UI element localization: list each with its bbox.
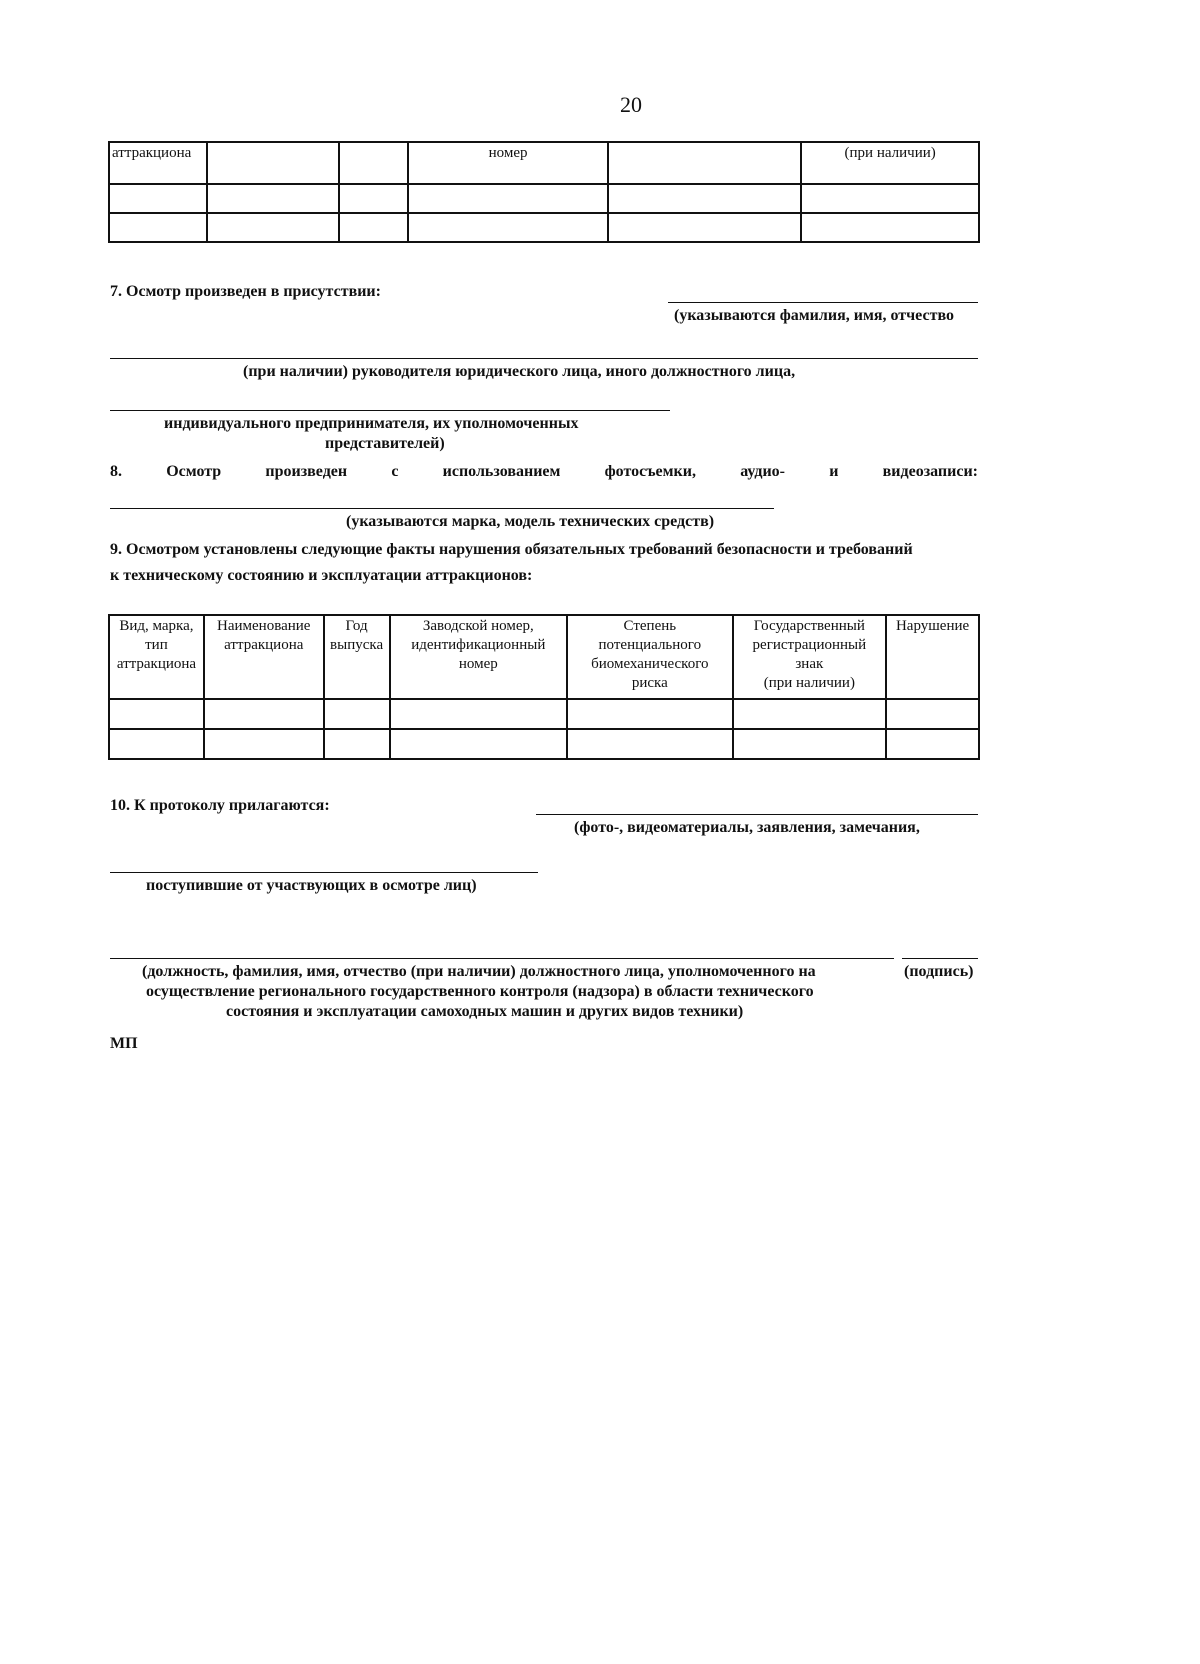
table-cell bbox=[339, 184, 409, 213]
fill-line bbox=[110, 410, 670, 411]
header-text: аттракциона bbox=[224, 637, 304, 653]
section-8-word: и bbox=[829, 463, 839, 480]
section-10-label: 10. К протоколу прилагаются: bbox=[110, 797, 330, 814]
table-cell bbox=[408, 184, 608, 213]
table-cell bbox=[408, 213, 608, 242]
fill-line bbox=[668, 302, 978, 303]
table-cell bbox=[608, 184, 801, 213]
table-cell: аттракциона bbox=[109, 142, 207, 184]
table-cell bbox=[204, 699, 324, 729]
section-8-word: 8. bbox=[110, 463, 122, 480]
header-text: риска bbox=[631, 675, 668, 691]
header-text: Вид, марка, bbox=[119, 618, 194, 634]
header-text: Нарушение bbox=[895, 618, 970, 634]
table-cell bbox=[608, 213, 801, 242]
official-caption-line-2: осуществление регионального государственного контроля (надзора) в области технического bbox=[146, 983, 814, 1000]
section-7-label: 7. Осмотр произведен в присутствии: bbox=[110, 283, 381, 300]
section-8-label bbox=[110, 462, 978, 482]
table-row bbox=[109, 213, 979, 242]
section-8-caption: (указываются марка, модель технических средств) bbox=[346, 513, 715, 530]
official-caption-line-1: (должность, фамилия, имя, отчество (при наличии) должностного лица, уполномоченного на bbox=[142, 963, 816, 980]
table-cell bbox=[109, 699, 204, 729]
fill-line bbox=[110, 508, 774, 509]
table-cell bbox=[207, 184, 339, 213]
violations-table bbox=[108, 614, 980, 760]
table-cell bbox=[567, 729, 732, 759]
header-text: Заводской номер, bbox=[422, 618, 534, 634]
table-header-row bbox=[109, 615, 979, 699]
header-text: знак bbox=[795, 656, 824, 672]
table-cell bbox=[801, 184, 979, 213]
table-cell bbox=[886, 729, 979, 759]
header-text: тип bbox=[145, 637, 168, 653]
header-text: идентификационный bbox=[411, 637, 546, 653]
fill-line bbox=[110, 872, 538, 873]
section-7-caption-2: (при наличии) руководителя юридического лица, иного должностного лица, bbox=[243, 363, 796, 380]
column-header bbox=[733, 615, 887, 699]
section-7-caption-3a: индивидуального предпринимателя, их уполномоченных bbox=[164, 415, 579, 432]
column-header bbox=[324, 615, 390, 699]
table-cell bbox=[733, 729, 887, 759]
section-9-line-2: к техническому состоянию и эксплуатации аттракционов: bbox=[110, 567, 533, 584]
section-9-line-1: 9. Осмотром установлены следующие факты нарушения обязательных требований безопасности и требований bbox=[110, 541, 913, 558]
table-cell bbox=[204, 729, 324, 759]
fill-line bbox=[110, 958, 894, 959]
table-cell bbox=[109, 184, 207, 213]
official-caption-line-3: состояния и эксплуатации самоходных машин и других видов техники) bbox=[226, 1003, 744, 1020]
column-header bbox=[390, 615, 568, 699]
table-cell bbox=[109, 213, 207, 242]
column-header bbox=[886, 615, 979, 699]
header-text: Наименование bbox=[217, 618, 311, 634]
table-cell bbox=[886, 699, 979, 729]
table-cell bbox=[339, 213, 409, 242]
table-row bbox=[109, 184, 979, 213]
table-cell bbox=[207, 142, 339, 184]
signature-line bbox=[902, 958, 978, 959]
table-cell bbox=[324, 729, 390, 759]
section-7-caption-1: (указываются фамилия, имя, отчество bbox=[674, 307, 954, 324]
section-8-word: видеозаписи: bbox=[882, 463, 978, 480]
column-header bbox=[109, 615, 204, 699]
table-cell bbox=[567, 699, 732, 729]
section-8-word: Осмотр bbox=[166, 463, 222, 480]
section-8-word: аудио- bbox=[740, 463, 786, 480]
fill-line bbox=[536, 814, 978, 815]
header-text: потенциального bbox=[598, 637, 702, 653]
table-cell bbox=[390, 729, 568, 759]
table-cell: номер bbox=[408, 142, 608, 184]
section-8-word: использованием bbox=[442, 463, 561, 480]
table-cell bbox=[390, 699, 568, 729]
table-cell bbox=[608, 142, 801, 184]
table-row bbox=[109, 699, 979, 729]
section-8-word: с bbox=[391, 463, 399, 480]
column-header bbox=[567, 615, 732, 699]
section-10-caption-2: поступившие от участвующих в осмотре лиц) bbox=[146, 877, 477, 894]
top-continuation-table bbox=[108, 141, 980, 243]
signature-caption: (подпись) bbox=[904, 963, 974, 980]
header-text: выпуска bbox=[330, 637, 384, 653]
table-cell bbox=[339, 142, 409, 184]
table-header-row bbox=[109, 142, 979, 184]
fill-line bbox=[110, 358, 978, 359]
section-8-word: фотосъемки, bbox=[604, 463, 696, 480]
header-text: аттракциона bbox=[116, 656, 197, 672]
stamp-label: МП bbox=[110, 1035, 138, 1052]
section-10-caption-1: (фото-, видеоматериалы, заявления, замечания, bbox=[574, 819, 920, 836]
section-8-word: произведен bbox=[265, 463, 348, 480]
header-text: номер bbox=[458, 656, 498, 672]
header-text: (при наличии) bbox=[763, 675, 855, 691]
header-text: Степень bbox=[623, 618, 677, 634]
table-cell bbox=[801, 213, 979, 242]
page-number: 20 bbox=[620, 92, 642, 117]
header-text: Год bbox=[345, 618, 368, 634]
table-cell bbox=[733, 699, 887, 729]
table-cell bbox=[324, 699, 390, 729]
section-7-caption-3b: представителей) bbox=[325, 435, 445, 452]
column-header bbox=[204, 615, 324, 699]
header-text: Государственный bbox=[753, 618, 865, 634]
table-cell: (при наличии) bbox=[801, 142, 979, 184]
header-text: регистрационный bbox=[752, 637, 867, 653]
table-cell bbox=[109, 729, 204, 759]
table-row bbox=[109, 729, 979, 759]
table-cell bbox=[207, 213, 339, 242]
header-text: биомеханического bbox=[591, 656, 709, 672]
